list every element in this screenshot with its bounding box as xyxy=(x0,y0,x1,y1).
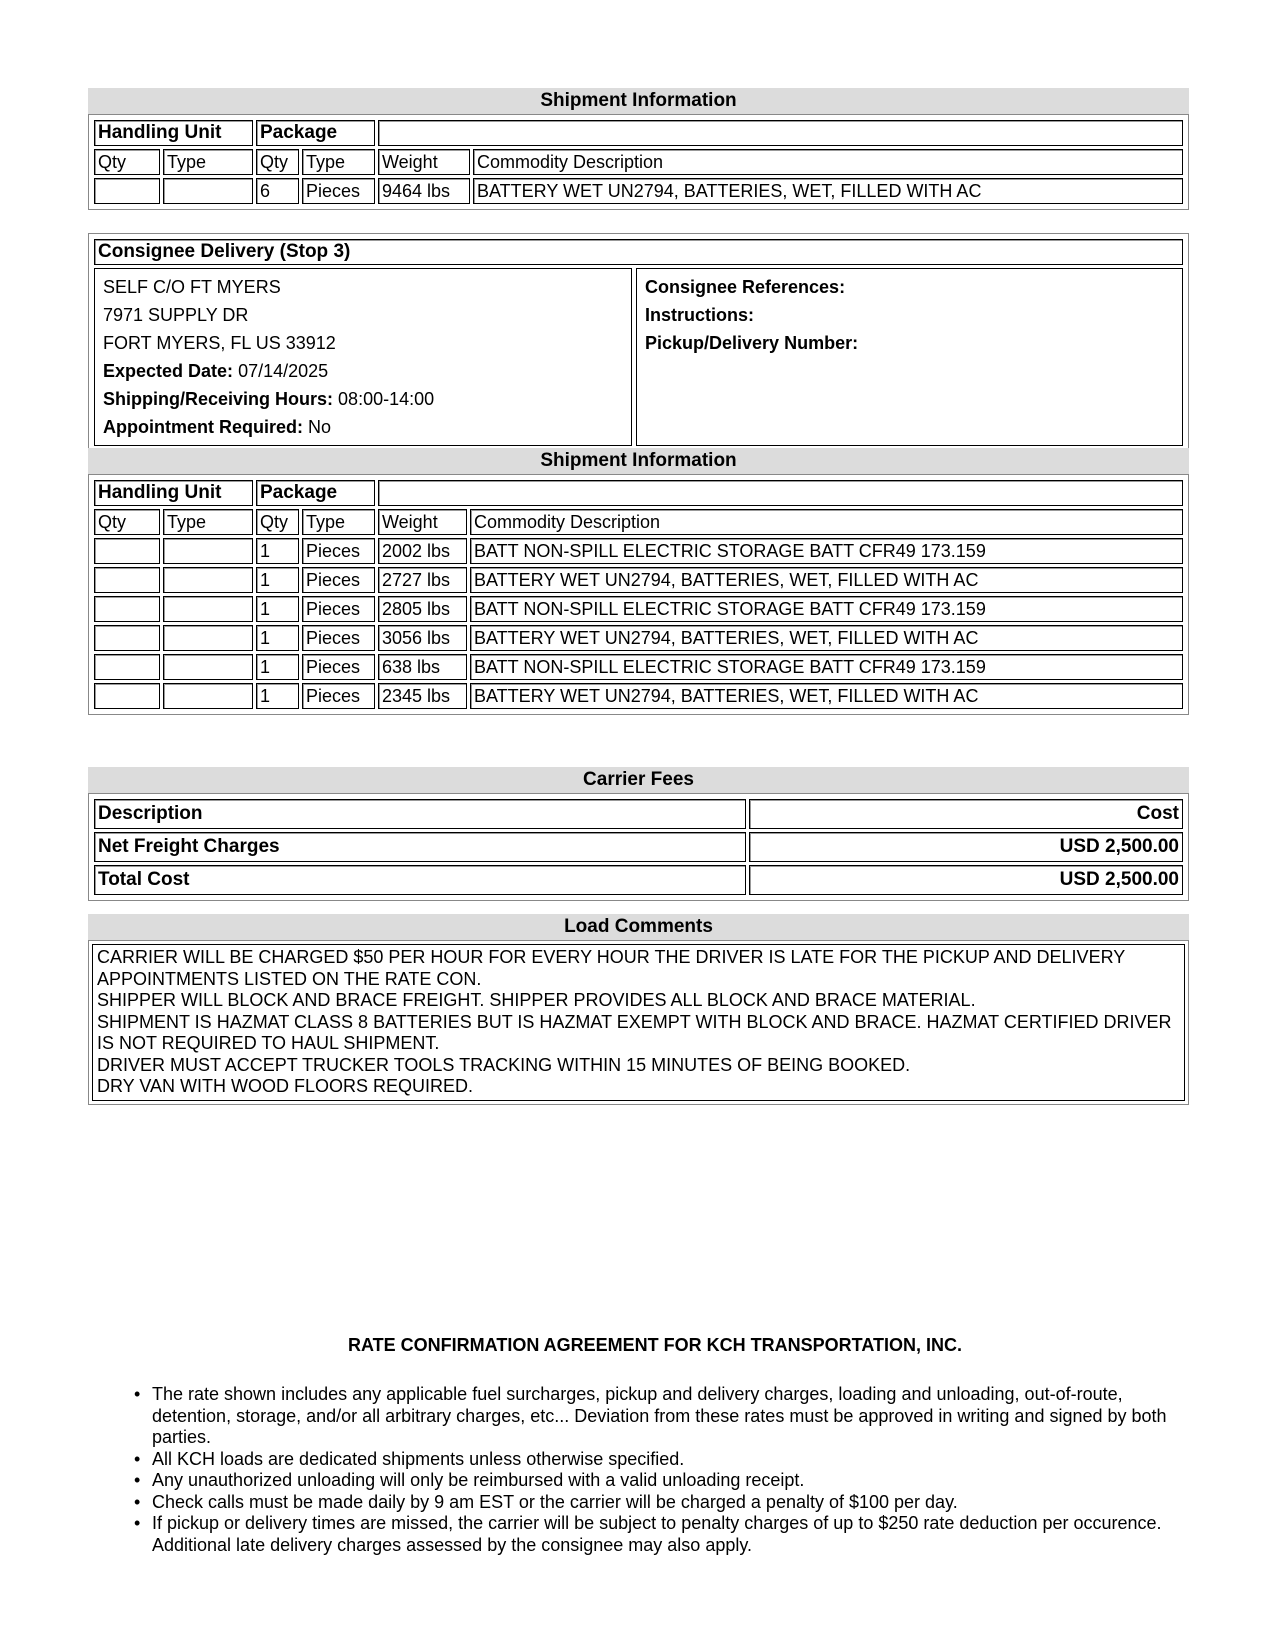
shipment-info-section-1 xyxy=(88,88,1189,210)
col-hu-qty: Qty xyxy=(94,509,160,535)
pkg-qty-cell: 1 xyxy=(256,625,299,651)
expected-date xyxy=(103,357,623,385)
bullet-icon: • xyxy=(134,1491,141,1512)
hu-qty-cell xyxy=(94,596,160,622)
agreement-text: If pickup or delivery times are missed, the carrier will be subject to penalty charges of up to $250 rate deduction per occurence. Additional late delivery charges assessed by the consignee may also apply. xyxy=(152,1513,1162,1555)
bullet-icon: • xyxy=(134,1448,141,1469)
fee-value: USD 2,500.00 xyxy=(749,832,1183,862)
hu-type-cell xyxy=(163,625,253,651)
comment-line: SHIPPER WILL BLOCK AND BRACE FREIGHT. SHIPPER PROVIDES ALL BLOCK AND BRACE MATERIAL. xyxy=(97,990,976,1010)
fees-table xyxy=(91,796,1186,898)
shipment-info-section-2 xyxy=(88,448,1189,715)
appointment-label: Appointment Required: xyxy=(103,417,303,437)
consignee-frame xyxy=(88,233,1189,452)
agreement-item xyxy=(134,1448,1180,1471)
table-row xyxy=(94,625,1183,651)
column-header-row xyxy=(94,149,1183,175)
section-title: Shipment Information xyxy=(88,448,1189,474)
expected-date-label: Expected Date: xyxy=(103,361,234,381)
section-title: Carrier Fees xyxy=(88,767,1189,793)
description-cell: BATTERY WET UN2794, BATTERIES, WET, FILLED WITH AC xyxy=(473,178,1183,204)
table-row xyxy=(94,178,1183,204)
hu-qty-cell xyxy=(94,683,160,709)
section-title: Load Comments xyxy=(88,914,1189,940)
col-pkg-type: Type xyxy=(302,509,375,535)
table-row xyxy=(94,567,1183,593)
blank-header xyxy=(378,480,1183,506)
pkg-type-cell: Pieces xyxy=(302,178,375,204)
comment-line: SHIPMENT IS HAZMAT CLASS 8 BATTERIES BUT IS HAZMAT EXEMPT WITH BLOCK AND BRACE. HAZMAT CERTIFIED DRIVER IS NOT REQUIRED TO HAUL SHIPMENT. xyxy=(97,1011,1172,1053)
pkg-qty-cell: 1 xyxy=(256,567,299,593)
weight-cell: 638 lbs xyxy=(378,654,467,680)
description-cell: BATT NON-SPILL ELECTRIC STORAGE BATT CFR49 173.159 xyxy=(470,538,1183,564)
hu-type-cell xyxy=(163,538,253,564)
hu-type-cell xyxy=(163,178,253,204)
pkg-type-cell: Pieces xyxy=(302,596,375,622)
comment-line: DRIVER MUST ACCEPT TRUCKER TOOLS TRACKING WITHIN 15 MINUTES OF BEING BOOKED. xyxy=(97,1054,911,1075)
hu-qty-cell xyxy=(94,538,160,564)
fees-col-cost: Cost xyxy=(749,799,1183,829)
hu-qty-cell xyxy=(94,178,160,204)
table-row xyxy=(94,865,1183,895)
rate-confirmation-agreement xyxy=(130,1335,1180,1556)
description-cell: BATT NON-SPILL ELECTRIC STORAGE BATT CFR49 173.159 xyxy=(470,654,1183,680)
weight-cell: 2002 lbs xyxy=(378,538,467,564)
col-weight: Weight xyxy=(378,509,467,535)
consignee-name: SELF C/O FT MYERS xyxy=(103,277,281,297)
carrier-fees-section xyxy=(88,767,1189,901)
pkg-qty-cell: 1 xyxy=(256,683,299,709)
shipment-table-frame xyxy=(88,114,1189,210)
fees-col-description: Description xyxy=(94,799,746,829)
fee-value: USD 2,500.00 xyxy=(749,865,1183,895)
pkg-type-cell: Pieces xyxy=(302,538,375,564)
description-cell: BATT NON-SPILL ELECTRIC STORAGE BATT CFR49 173.159 xyxy=(470,596,1183,622)
table-row xyxy=(94,683,1183,709)
fees-header-row xyxy=(94,799,1183,829)
receiving-hours-value: 08:00-14:00 xyxy=(338,389,435,409)
agreement-list xyxy=(130,1384,1180,1556)
pkg-type-cell: Pieces xyxy=(302,567,375,593)
pkg-qty-cell: 1 xyxy=(256,596,299,622)
agreement-text: All KCH loads are dedicated shipments unless otherwise specified. xyxy=(152,1448,685,1469)
col-description: Commodity Description xyxy=(470,509,1183,535)
consignee-title: Consignee Delivery (Stop 3) xyxy=(94,239,1183,265)
hu-type-cell xyxy=(163,567,253,593)
bullet-icon: • xyxy=(134,1513,141,1533)
col-hu-type: Type xyxy=(163,509,253,535)
description-cell: BATTERY WET UN2794, BATTERIES, WET, FILLED WITH AC xyxy=(470,567,1183,593)
agreement-text: Check calls must be made daily by 9 am EST or the carrier will be charged a penalty of $100 per day. xyxy=(152,1491,958,1512)
agreement-item xyxy=(134,1513,1180,1556)
shipment-table xyxy=(91,477,1186,712)
hu-type-cell xyxy=(163,596,253,622)
bullet-icon: • xyxy=(134,1384,141,1404)
agreement-text: Any unauthorized unloading will only be reimbursed with a valid unloading receipt. xyxy=(152,1470,805,1490)
pickup-number-label: Pickup/Delivery Number: xyxy=(645,333,859,353)
weight-cell: 2805 lbs xyxy=(378,596,467,622)
weight-cell: 2727 lbs xyxy=(378,567,467,593)
col-hu-type: Type xyxy=(163,149,253,175)
instructions-label: Instructions: xyxy=(645,305,755,325)
comment-line: CARRIER WILL BE CHARGED $50 PER HOUR FOR EVERY HOUR THE DRIVER IS LATE FOR THE PICKUP AND DELIVERY APPOINTMENTS LISTED ON THE RATE CON. xyxy=(97,947,1125,989)
hu-qty-cell xyxy=(94,567,160,593)
comments-body xyxy=(92,944,1185,1101)
comment-line: DRY VAN WITH WOOD FLOORS REQUIRED. xyxy=(97,1076,474,1096)
table-row xyxy=(94,832,1183,862)
table-row xyxy=(94,538,1183,564)
shipment-table-frame xyxy=(88,474,1189,715)
consignee-title-table xyxy=(91,236,1186,268)
column-header-row xyxy=(94,509,1183,535)
appointment-required xyxy=(103,413,623,441)
pkg-qty-cell: 1 xyxy=(256,538,299,564)
agreement-item xyxy=(134,1470,1180,1492)
description-cell: BATTERY WET UN2794, BATTERIES, WET, FILLED WITH AC xyxy=(470,683,1183,709)
consignee-address-box xyxy=(94,268,632,446)
col-pkg-type: Type xyxy=(302,149,375,175)
pkg-qty-cell: 6 xyxy=(256,178,299,204)
expected-date-value: 07/14/2025 xyxy=(238,361,329,381)
weight-cell: 2345 lbs xyxy=(378,683,467,709)
hu-type-cell xyxy=(163,654,253,680)
shipment-table xyxy=(91,117,1186,207)
col-weight: Weight xyxy=(378,149,470,175)
handling-unit-header: Handling Unit xyxy=(94,480,253,506)
references-label: Consignee References: xyxy=(645,277,846,297)
group-header-row xyxy=(94,480,1183,506)
hu-type-cell xyxy=(163,683,253,709)
agreement-item xyxy=(134,1491,1180,1514)
pkg-type-cell: Pieces xyxy=(302,654,375,680)
pkg-type-cell: Pieces xyxy=(302,625,375,651)
receiving-hours xyxy=(103,385,623,413)
col-pkg-qty: Qty xyxy=(256,509,299,535)
fee-label: Net Freight Charges xyxy=(94,832,746,862)
weight-cell: 3056 lbs xyxy=(378,625,467,651)
fee-label: Total Cost xyxy=(94,865,746,895)
handling-unit-header: Handling Unit xyxy=(94,120,253,146)
group-header-row xyxy=(94,120,1183,146)
consignee-body xyxy=(94,268,1183,446)
pkg-qty-cell: 1 xyxy=(256,654,299,680)
agreement-text: The rate shown includes any applicable fuel surcharges, pickup and delivery charges, loading and unloading, out-of-route, detention, storage, and/or all arbitrary charges, etc... Deviation from these rates must be approved in writing and signed by both parties. xyxy=(152,1384,1167,1447)
agreement-item xyxy=(134,1384,1180,1449)
consignee-section xyxy=(88,233,1189,452)
table-row xyxy=(94,596,1183,622)
hu-qty-cell xyxy=(94,625,160,651)
appointment-value: No xyxy=(308,417,332,437)
package-header: Package xyxy=(256,480,375,506)
col-description: Commodity Description xyxy=(473,149,1183,175)
fees-frame xyxy=(88,793,1189,901)
consignee-street: 7971 SUPPLY DR xyxy=(103,305,249,325)
description-cell: BATTERY WET UN2794, BATTERIES, WET, FILLED WITH AC xyxy=(470,625,1183,651)
hu-qty-cell xyxy=(94,654,160,680)
load-comments-section xyxy=(88,914,1189,1105)
agreement-title: RATE CONFIRMATION AGREEMENT FOR KCH TRANSPORTATION, INC. xyxy=(348,1335,962,1355)
weight-cell: 9464 lbs xyxy=(378,178,470,204)
receiving-hours-label: Shipping/Receiving Hours: xyxy=(103,389,334,409)
col-hu-qty: Qty xyxy=(94,149,160,175)
table-row xyxy=(94,654,1183,680)
col-pkg-qty: Qty xyxy=(256,149,299,175)
blank-header xyxy=(378,120,1183,146)
consignee-references-box xyxy=(636,268,1183,446)
bullet-icon: • xyxy=(134,1470,141,1490)
pkg-type-cell: Pieces xyxy=(302,683,375,709)
consignee-city: FORT MYERS, FL US 33912 xyxy=(103,333,336,353)
package-header: Package xyxy=(256,120,375,146)
comments-frame xyxy=(88,940,1189,1105)
section-title: Shipment Information xyxy=(88,88,1189,114)
